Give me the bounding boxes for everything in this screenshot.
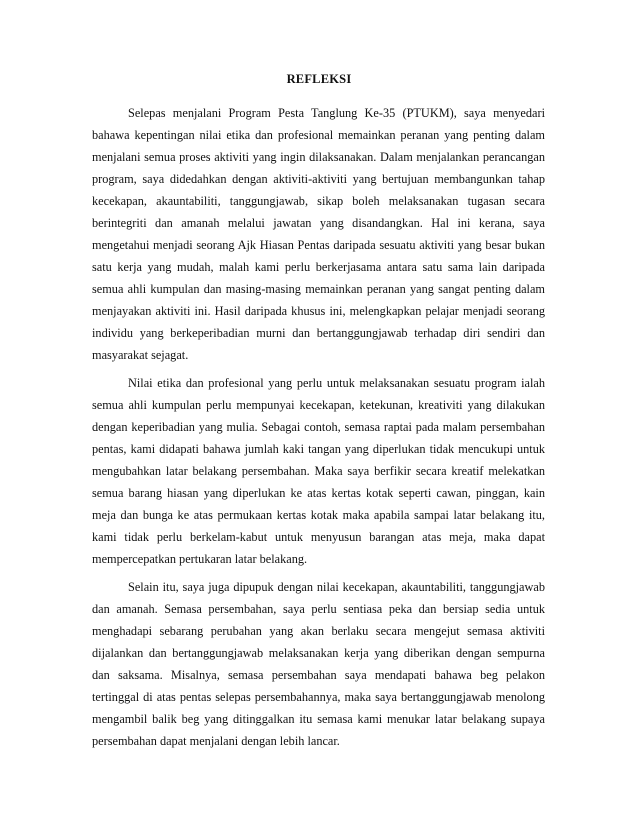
paragraph-line: dengan keperibadian yang mulia. Sebagai contoh, semasa raptai pada malam persembahan (92, 420, 545, 434)
paragraph-line: meja dan bunga ke atas permukaan kertas kotak maka apabila sampai latar belakang itu, (92, 508, 545, 522)
paragraph-line: mengetahui menjadi seorang Ajk Hiasan Pentas daripada sesuatu aktiviti yang besar bukan (92, 238, 545, 252)
paragraph-line: berintegriti dan amanah melalui jawatan yang disandangkan. Hal ini kerana, saya (92, 216, 545, 230)
paragraph-line: masyarakat sejagat. (92, 348, 189, 362)
paragraph-line: dan amanah. Semasa persembahan, saya perlu sentiasa peka dan bersiap sedia untuk (92, 602, 545, 616)
paragraph-line: Nilai etika dan profesional yang perlu untuk melaksanakan sesuatu program ialah (128, 376, 545, 390)
paragraph-line: bahawa kepentingan nilai etika dan profesional memainkan peranan yang penting dalam (92, 128, 545, 142)
paragraph-line: dijalankan dan bertanggungjawab melaksanakan kerja yang diberikan dengan sempurna (92, 646, 545, 660)
paragraph-line: Selepas menjalani Program Pesta Tanglung Ke-35 (PTUKM), saya menyedari (128, 106, 545, 120)
paragraph-line: menjalani semua proses aktiviti yang ingin dilaksanakan. Dalam menjalankan perancangan (92, 150, 545, 164)
paragraph-line: program, saya didedahkan dengan aktiviti-aktiviti yang bertujuan membangunkan tahap (92, 172, 545, 186)
paragraph-line: kecekapan, akauntabiliti, tanggungjawab, sikap boleh melaksanakan tugasan secara (92, 194, 545, 208)
paragraph-line: menjayakan aktiviti ini. Hasil daripada khusus ini, melengkapkan pelajar menjadi seorang (92, 304, 545, 318)
paragraph-line: semua ahli kumpulan perlu mempunyai kecekapan, ketekunan, kreativiti yang dilakukan (92, 398, 545, 412)
paragraph-line: Selain itu, saya juga dipupuk dengan nilai kecekapan, akauntabiliti, tanggungjawab (128, 580, 545, 594)
paragraph-line: mengambil balik beg yang ditinggalkan itu semasa kami menukar latar belakang supaya (92, 712, 545, 726)
paragraph-line: persembahan dapat menjalani dengan lebih lancar. (92, 734, 340, 748)
paragraph-3 (92, 576, 545, 752)
document-title: REFLEKSI (286, 72, 352, 86)
paragraph-line: semua barang hiasan yang diperlukan ke atas kertas kotak seperti cawan, pinggan, kain (92, 486, 545, 500)
paragraph-line: pentas, kami didapati bahawa jumlah kaki tangan yang diperlukan tidak mencukupi untuk (92, 442, 545, 456)
paragraph-2 (92, 372, 545, 570)
paragraph-line: satu kerja yang mudah, malah kami perlu berkerjasama antara satu sama lain daripada (92, 260, 545, 274)
paragraph-line: mempercepatkan pertukaran latar belakang. (92, 552, 308, 566)
document-body (92, 102, 545, 752)
paragraph-line: semua ahli kumpulan dan masing-masing memainkan peranan yang sangat penting dalam (92, 282, 545, 296)
paragraph-line: tertinggal di atas pentas selepas persembahannya, maka saya bertanggungjawab menolong (92, 690, 545, 704)
paragraph-line: kami tidak perlu berkelam-kabut untuk menyusun barangan atas meja, maka dapat (92, 530, 545, 544)
paragraph-line: menghadapi sebarang perubahan yang akan berlaku secara mengejut semasa aktiviti (92, 624, 545, 638)
paragraph-line: mengubahkan latar belakang persembahan. Maka saya berfikir secara kreatif melekatkan (92, 464, 545, 478)
paragraph-line: individu yang berkeperibadian murni dan bertanggungjawab terhadap diri sendiri dan (92, 326, 545, 340)
paragraph-1 (92, 102, 545, 366)
paragraph-line: dan saksama. Misalnya, semasa persembahan saya mendapati bahawa beg pelakon (92, 668, 545, 682)
